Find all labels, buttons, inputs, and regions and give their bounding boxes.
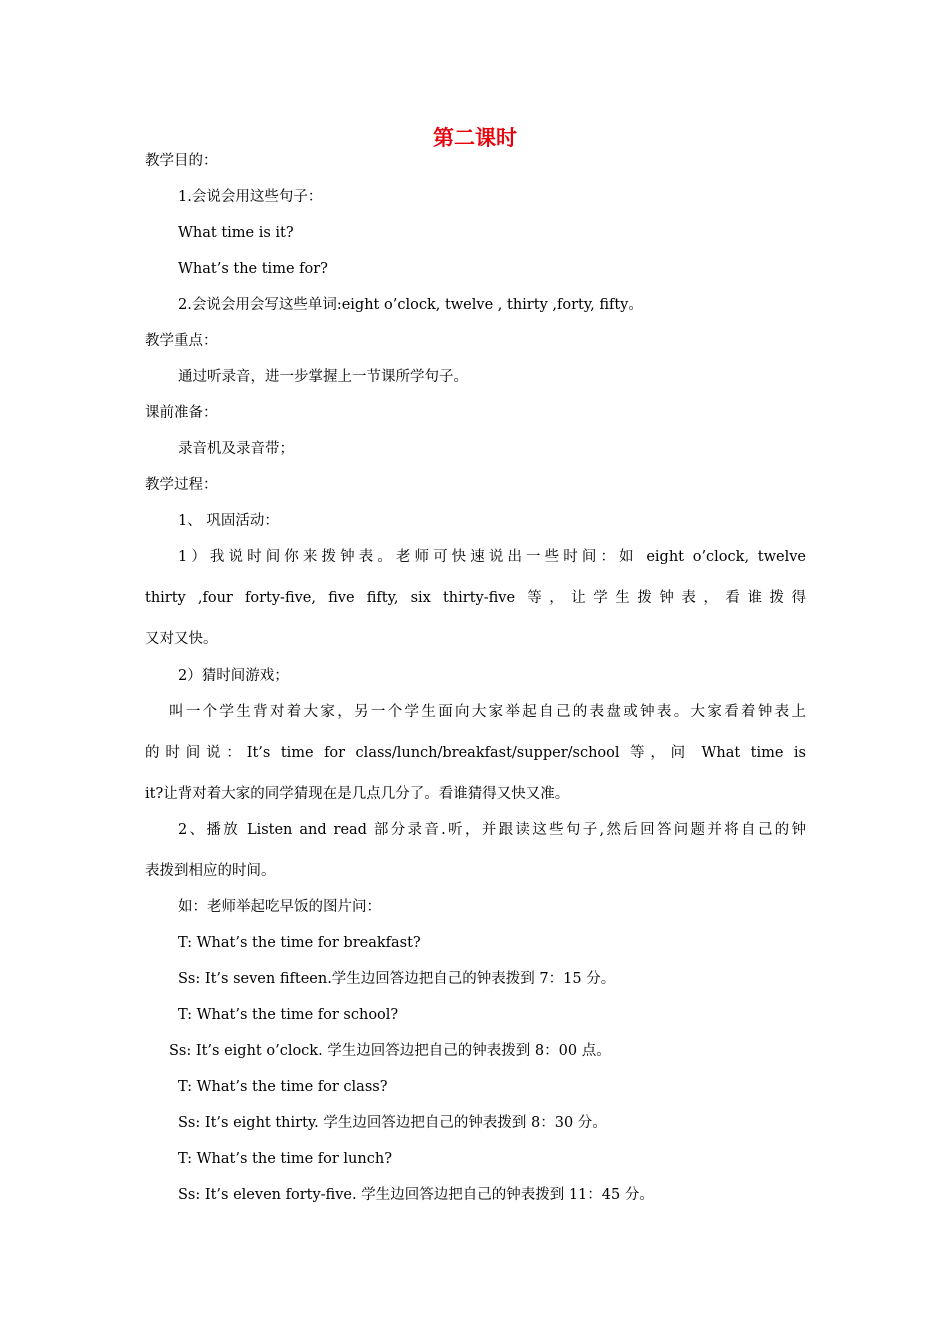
activity-1-line-2: thirty ,four forty-five, five fifty, six thirty-five 等，让学生拨钟表，看谁拨得 xyxy=(145,590,806,606)
sentence-time-for: What’s the time for? xyxy=(178,261,328,277)
dialogue-line: T: What’s the time for school? xyxy=(178,1007,399,1023)
heading-preparation: 课前准备： xyxy=(145,405,218,421)
dialogue-line: Ss: It’s seven fifteen.学生边回答边把自己的钟表拨到 7：15 分。 xyxy=(178,971,616,987)
heading-key-points: 教学重点： xyxy=(145,333,218,349)
activity-1-line-1: 1）我说时间你来拨钟表。老师可快速说出一些时间：如 eight o’clock, twelve xyxy=(178,549,806,565)
dialogue-line: Ss: It’s eight thirty. 学生边回答边把自己的钟表拨到 8：30 分。 xyxy=(178,1115,607,1131)
page-title: 第二课时 xyxy=(433,126,517,150)
example-intro: 如：老师举起吃早饭的图片问： xyxy=(178,899,381,915)
activity-2-line-2: 的时间说：It’s time for class/lunch/breakfast/supper/school 等，问 What time is xyxy=(145,745,806,761)
heading-process: 教学过程： xyxy=(145,477,218,493)
activity-2-line-1: 叫一个学生背对着大家，另一个学生面向大家举起自己的表盘或钟表。大家看着钟表上 xyxy=(169,704,806,720)
objective-1: 1.会说会用这些句子： xyxy=(178,189,323,205)
dialogue-line: T: What’s the time for breakfast? xyxy=(178,935,421,951)
activity-1-line-3: 又对又快。 xyxy=(145,631,218,647)
dialogue-line: T: What’s the time for class? xyxy=(178,1079,388,1095)
dialogue-line: Ss: It’s eight o’clock. 学生边回答边把自己的钟表拨到 8：00 点。 xyxy=(169,1043,611,1059)
dialogue-line: Ss: It’s eleven forty-five. 学生边回答边把自己的钟表拨到 11：45 分。 xyxy=(178,1187,654,1203)
dialogue-line: T: What’s the time for lunch? xyxy=(178,1151,392,1167)
key-points-text: 通过听录音，进一步掌握上一节课所学句子。 xyxy=(178,369,468,385)
activity-2-line-3: it?让背对着大家的同学猜现在是几点几分了。看谁猜得又快又准。 xyxy=(145,786,570,802)
step-1-title: 1、 巩固活动： xyxy=(178,513,279,529)
activity-2-title: 2）猜时间游戏； xyxy=(178,668,289,684)
step-2-line-2: 表拨到相应的时间。 xyxy=(145,863,276,879)
heading-objectives: 教学目的： xyxy=(145,153,218,169)
step-2-line-1: 2、播放 Listen and read 部分录音.听，并跟读这些句子,然后回答问题并将自己的钟 xyxy=(178,822,806,838)
preparation-text: 录音机及录音带； xyxy=(178,441,294,457)
objective-2: 2.会说会用会写这些单词:eight o’clock, twelve , thirty ,forty, fifty。 xyxy=(178,297,643,313)
sentence-what-time: What time is it? xyxy=(178,225,294,241)
